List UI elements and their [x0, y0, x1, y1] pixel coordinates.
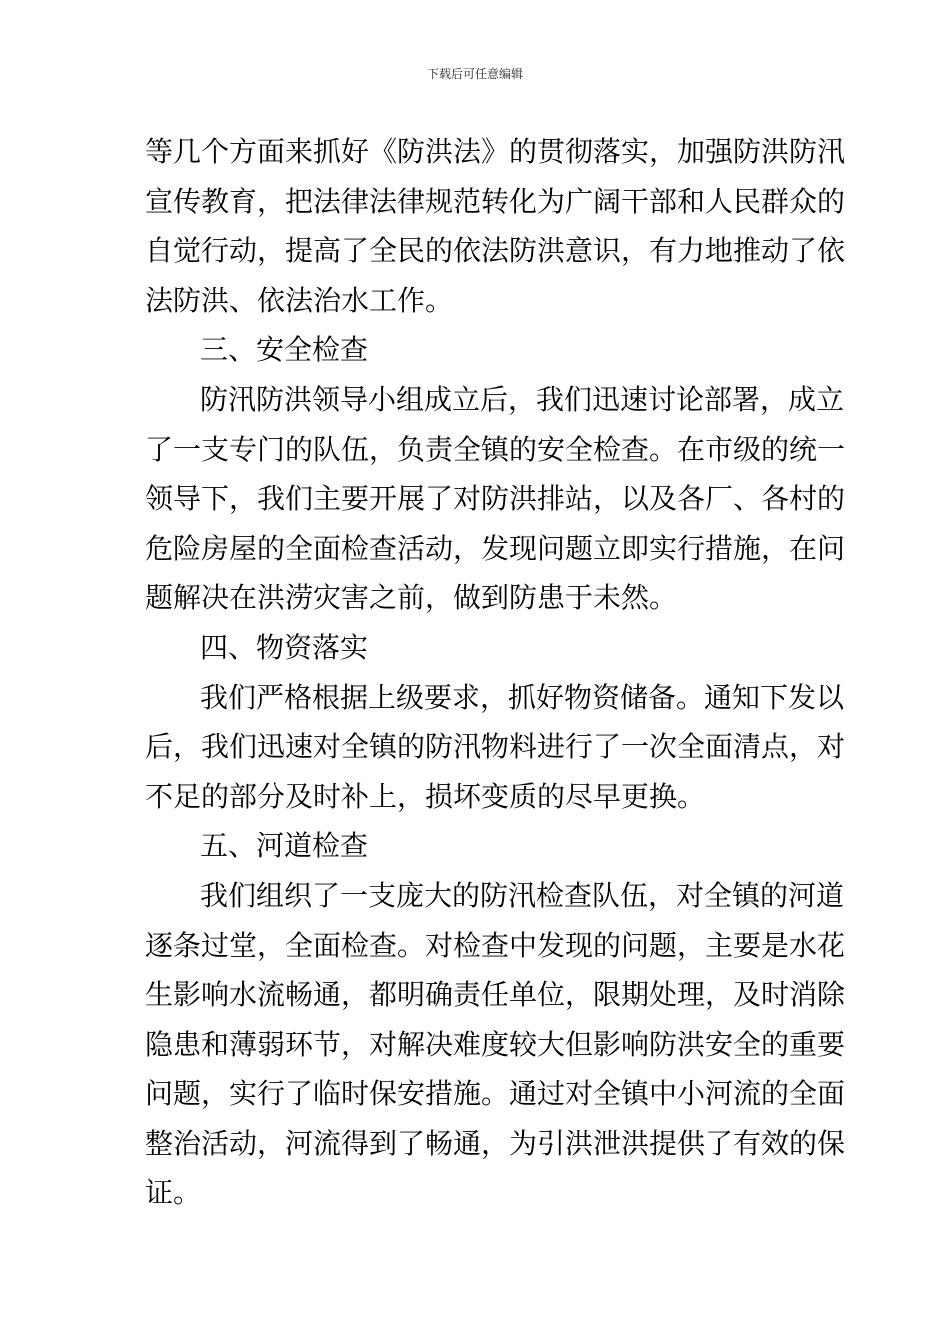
document-body	[145, 127, 846, 1218]
body-line-8: 领导下，我们主要开展了对防洪排站，以及各厂、各村的	[145, 482, 846, 516]
body-line-20: 问题，实行了临时保安措施。通过对全镇中小河流的全面	[145, 1077, 846, 1111]
body-line-17: 逐条过堂，全面检查。对检查中发现的问题，主要是水花	[145, 928, 846, 962]
body-line-18: 生影响水流畅通，都明确责任单位，限期处理，及时消除	[145, 978, 846, 1012]
body-line-7: 了一支专门的队伍，负责全镇的安全检查。在市级的统一	[145, 432, 846, 466]
body-line-19: 隐患和薄弱环节，对解决难度较大但影响防洪安全的重要	[145, 1027, 846, 1061]
body-line-13: 后，我们迅速对全镇的防汛物料进行了一次全面清点，对	[145, 730, 846, 764]
body-line-12: 我们严格根据上级要求，抓好物资储备。通知下发以	[200, 680, 845, 714]
page-header: 下载后可任意编辑	[426, 67, 523, 81]
section-heading-5: 五、河道检查	[200, 829, 369, 863]
body-line-1: 等几个方面来抓好《防洪法》的贯彻落实，加强防洪防汛	[145, 135, 846, 168]
body-line-10: 题解决在洪涝灾害之前，做到防患于未然。	[145, 581, 678, 615]
body-line-21: 整治活动，河流得到了畅通，为引洪泄洪提供了有效的保	[145, 1126, 846, 1160]
body-line-4: 法防洪、依法治水工作。	[145, 283, 454, 317]
body-line-6: 防汛防洪领导小组成立后，我们迅速讨论部署，成立	[200, 382, 845, 416]
body-line-16: 我们组织了一支庞大的防汛检查队伍，对全镇的河道	[200, 878, 845, 912]
body-line-14: 不足的部分及时补上，损坏变质的尽早更换。	[145, 779, 706, 813]
section-heading-3: 三、安全检查	[200, 333, 369, 367]
body-line-22: 证。	[145, 1176, 202, 1210]
body-line-9: 危险房屋的全面检查活动，发现问题立即实行措施，在问	[145, 531, 846, 565]
section-heading-4: 四、物资落实	[200, 630, 369, 664]
body-line-2: 宣传教育，把法律法律规范转化为广阔干部和人民群众的	[145, 184, 846, 218]
body-line-3: 自觉行动，提高了全民的依法防洪意识，有力地推动了依	[145, 234, 846, 268]
